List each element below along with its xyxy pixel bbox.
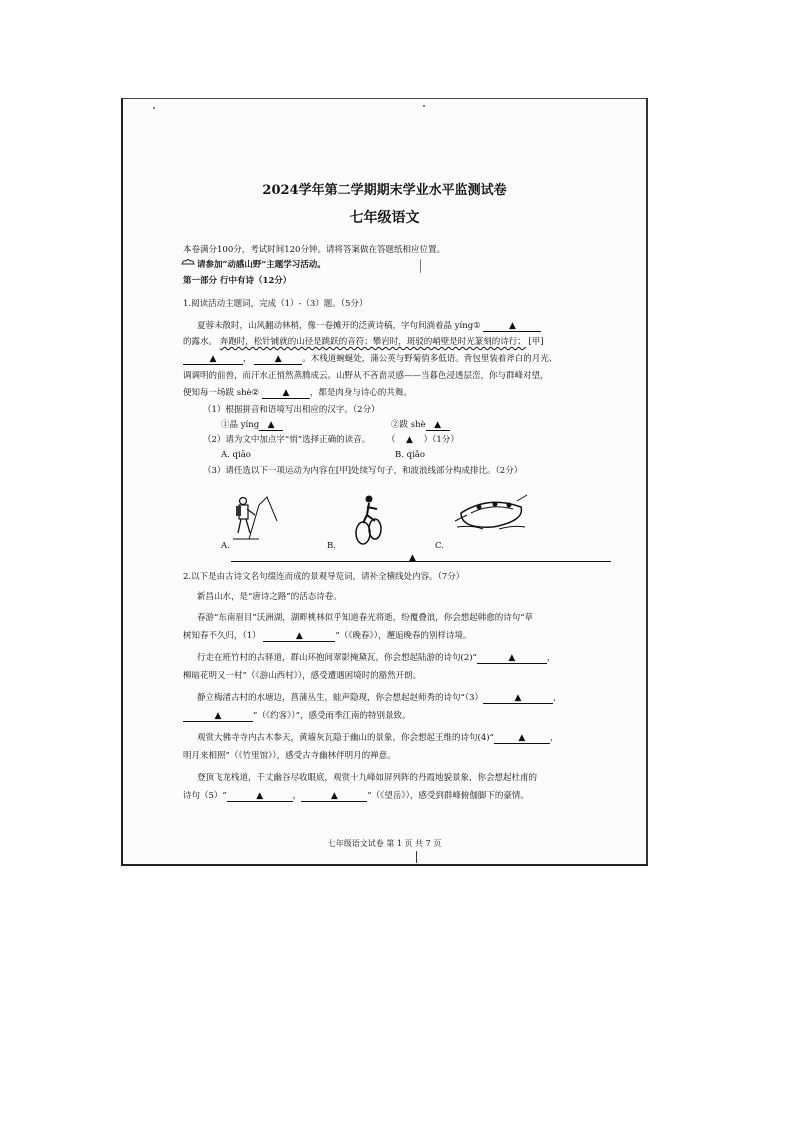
guide-text: ，	[553, 693, 562, 703]
guide-text: 观赏大佛寺寺内古木参天，黄墙灰瓦隐于幽山的景象，你会想起王维的诗句(4)“	[197, 733, 494, 743]
exam-page	[121, 98, 648, 866]
triangle-mark: ▲	[209, 354, 217, 364]
passage-line-1	[197, 320, 541, 332]
triangle-mark: ▲	[518, 733, 526, 743]
guide-text: 诗句（5）“	[183, 791, 227, 801]
wavy-underlined-text: 奔跑时，松针铺就的山径是跳跃的音符；攀岩时，斑驳的峭壁是时光篆刻的诗行；	[219, 337, 526, 347]
guide-text: ，	[546, 653, 556, 663]
scan-speck	[420, 259, 421, 273]
option-b[interactable]: B. qiǎo	[395, 450, 425, 460]
part1-heading: 第一部分 行中有诗（12分）	[183, 276, 292, 286]
q2-p4-line1	[197, 692, 562, 704]
guide-text: 行走在班竹村的古驿道，群山环抱间翠影掩黛瓦，你会想起陆游的诗句(2)“	[197, 653, 477, 663]
q2-p6-line1: 登顶飞龙栈道，千丈幽谷尽收眼底，观赏十九峰如屏列阵的丹霞地貌景象，你会想起杜甫的	[197, 773, 538, 783]
guide-text: ”（《望岳》），感受到群峰俯伽脚下的豪情。	[367, 791, 529, 801]
q2-p2-line1: 春游“东南眉目”沃洲湖，湖畔桃林似乎知道春光将逝，纷覆叠浪，你会想起韩愈的诗句“草	[197, 613, 534, 623]
q2-p2-line2	[183, 630, 471, 642]
q2-p3-line2: 柳暗花明又一村”（《游山西村》），感受遭遇困境时的豁然开朗。	[183, 671, 422, 681]
scan-speck	[416, 851, 417, 863]
passage-text: 的露水。	[183, 337, 218, 347]
answer-blank[interactable]	[227, 791, 293, 802]
hiker-icon	[229, 491, 279, 547]
triangle-mark: ▲	[295, 631, 303, 641]
activity-title: 请参加“动感山野”主题学习活动。	[197, 260, 326, 270]
triangle-mark: ▲	[274, 354, 282, 364]
bracket-marker: [甲]	[528, 337, 544, 347]
triangle-mark: ▲	[508, 653, 516, 663]
answer-blank[interactable]	[254, 354, 302, 365]
passage-line-5	[183, 387, 412, 399]
image-label-b: B.	[327, 541, 336, 551]
triangle-mark: ▲	[256, 791, 264, 801]
q2-p1: 新昌山水，是“唐诗之路”的活态诗卷。	[197, 592, 342, 602]
page-footer: 七年级语文试卷 第 1 页 共 7 页	[327, 839, 442, 848]
answer-blank[interactable]	[262, 388, 310, 399]
passage-text: 。木栈道蜿蜒处，蒲公英与野菊俏多低语。背包里装着斧白的月光、	[302, 354, 558, 364]
answer-blank[interactable]	[183, 711, 253, 722]
answer-blank[interactable]	[259, 420, 283, 431]
image-label-a: A.	[221, 541, 230, 551]
guide-text: ，	[292, 791, 302, 801]
image-label-c: C.	[435, 541, 444, 551]
instructions: 本卷满分100分，考试时间120分钟。请将答案做在答题纸相应位置。	[183, 245, 445, 255]
answer-blank[interactable]	[477, 653, 547, 664]
answer-blank[interactable]	[426, 420, 450, 431]
triangle-mark: ▲	[282, 388, 290, 398]
rafting-icon	[453, 491, 529, 531]
triangle-mark[interactable]: ▲	[406, 435, 413, 445]
sub-question: （2）请为文中加点字“悄”选择正确的读音。	[203, 435, 371, 445]
q2-p5-line1	[197, 732, 558, 744]
passage-text: 便知每一场跋 shè②	[183, 388, 260, 398]
exam-subject: 七年级语文	[349, 210, 420, 226]
q1-stem: 1.阅读活动主题词，完成（1）-（3）题。（5分）	[183, 299, 368, 309]
sub-label: ①晶 yíng	[221, 420, 260, 430]
answer-blank[interactable]	[183, 354, 243, 365]
guide-text: ”（《晚春》），邂逅晚春的别样诗境。	[335, 631, 472, 641]
guide-text: ，	[549, 733, 559, 743]
triangle-mark: ▲	[509, 321, 516, 331]
passage-line-2	[183, 336, 544, 348]
q2-stem: 2.以下是由古诗文名句缀连而成的景观导览词，请补全横线处内容。（7分）	[183, 572, 465, 582]
q1-sub3: （3）请任选以下一项运动为内容在[甲]处续写句子，和波浪线部分构成排比。（2分）	[203, 466, 523, 476]
q1-sub2	[203, 434, 459, 446]
cloud-doodle-icon	[181, 258, 195, 266]
q2-p4-line2	[183, 710, 410, 722]
paren: （	[386, 435, 396, 445]
scan-speck	[423, 105, 425, 107]
answer-blank[interactable]	[483, 693, 553, 704]
passage-line-4: 调调明的前兽，而汗水正悄然蒸腾成云。山野从不吝啬灵感——当暮色浸透层峦，你与群峰对望，	[183, 371, 549, 381]
option-a[interactable]: A. qiāo	[221, 450, 251, 460]
triangle-mark: ▲	[330, 791, 338, 801]
q2-p6-line2	[183, 790, 529, 802]
paren: ）（1分）	[423, 435, 459, 445]
answer-blank[interactable]	[301, 791, 367, 802]
scan-speck	[153, 107, 155, 109]
triangle-mark: ▲	[409, 553, 416, 563]
cyclist-icon	[349, 491, 389, 547]
sub-label: ②跋 shè	[391, 420, 426, 430]
writing-line[interactable]	[231, 561, 611, 562]
q1-sub1-a	[221, 419, 283, 431]
answer-blank[interactable]	[483, 321, 541, 332]
q2-p3-line1	[197, 652, 555, 664]
q1-sub1-b	[391, 419, 450, 431]
passage-text: 夏蓉未散时，山风翻动林梢，像一卷摊开的泛黄诗稿，字句间淌着晶 yíng①	[197, 321, 481, 331]
triangle-mark: ▲	[514, 693, 522, 703]
guide-text: 静立梅渚古村的水塘边，菖蒲丛生，蛙声隐现，你会想起赵师秀的诗句“（3）	[197, 693, 484, 703]
triangle-mark: ▲	[267, 420, 275, 430]
passage-line-3: ▲ ， ▲ 。木栈道蜿蜒处，蒲公英与野菊俏多低语。背包里装着斧白的月光、	[183, 353, 557, 365]
triangle-mark: ▲	[434, 420, 442, 430]
guide-text: ”（《约客》）”，感受雨季江南的特别景致。	[253, 711, 411, 721]
q1-sub1: （1）根据拼音和语境写出相应的汉字。（2分）	[203, 405, 380, 415]
guide-text: 树知春不久归，（1）	[183, 631, 261, 641]
triangle-mark: ▲	[214, 711, 222, 721]
answer-blank[interactable]	[494, 733, 550, 744]
exam-title: 2024学年第二学期期末学业水平监测试卷	[262, 183, 507, 198]
passage-text: ，都是肉身与诗心的共舞。	[309, 388, 412, 398]
answer-blank[interactable]	[263, 631, 335, 642]
q2-p5-line2: 明月来相照”（《竹里馆》），感受古寺幽林伴明月的禅意。	[183, 751, 396, 761]
